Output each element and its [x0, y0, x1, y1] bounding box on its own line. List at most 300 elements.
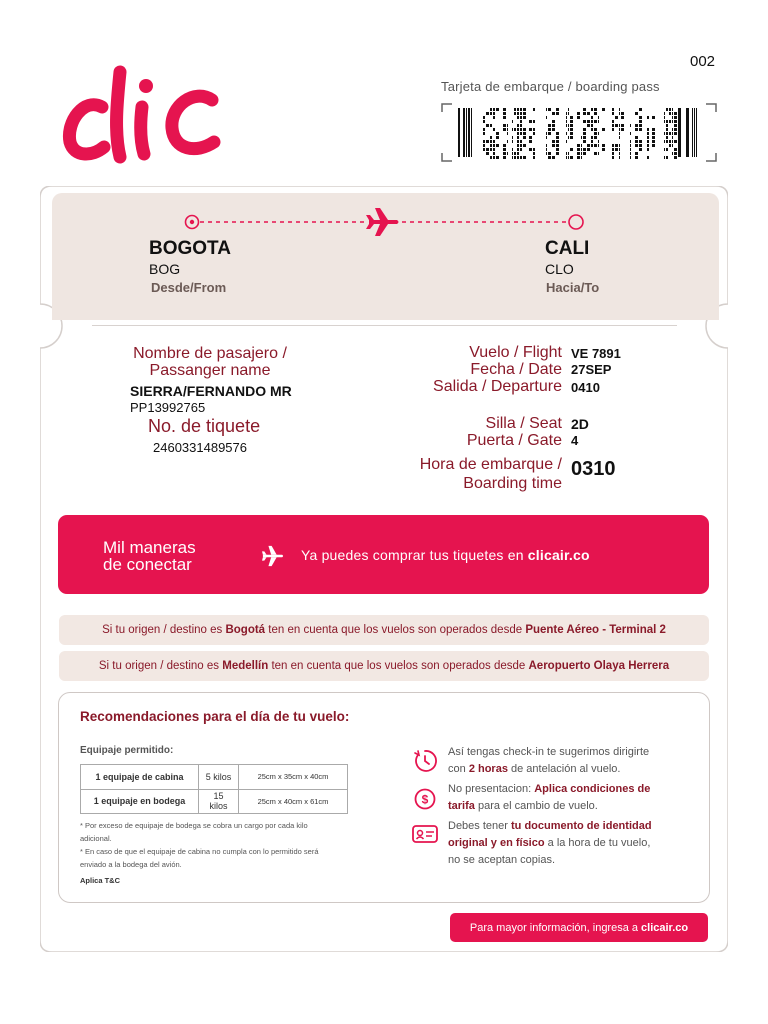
- barcode-module: [529, 148, 532, 151]
- barcode-module: [546, 136, 547, 139]
- barcode-module: [647, 128, 649, 131]
- barcode-module: [672, 128, 673, 131]
- barcode-module: [514, 108, 516, 111]
- barcode-module: [674, 128, 677, 131]
- barcode-module: [507, 132, 508, 135]
- barcode-module: [566, 124, 567, 127]
- barcode-module: [570, 120, 573, 123]
- barcode-module: [566, 152, 567, 155]
- barcode-module: [556, 136, 559, 139]
- barcode-module: [672, 108, 673, 111]
- barcode-module: [652, 144, 655, 147]
- barcode-module: [533, 132, 535, 135]
- barcode-module: [612, 144, 614, 147]
- gate-label: Puerta / Gate: [466, 432, 562, 449]
- barcode-module: [591, 136, 593, 139]
- ticket-number: 2460331489576: [153, 440, 247, 455]
- barcode-module: [598, 140, 599, 143]
- barcode-module: [619, 152, 620, 155]
- barcode-module: [583, 148, 586, 151]
- barcode-module: [672, 144, 673, 147]
- barcode-module: [672, 112, 673, 115]
- passenger-name-label: Nombre de pasajero / Passanger name: [133, 345, 287, 379]
- barcode-module: [669, 108, 671, 111]
- barcode-module: [503, 152, 506, 155]
- barcode-module: [566, 156, 567, 159]
- barcode-module: [583, 136, 586, 139]
- luggage-note-2: * En caso de que el equipaje de cabina no cumpla con lo permitido será enviado a la bodega del avión.: [80, 847, 319, 869]
- more-info-button[interactable]: Para mayor información, ingresa a clicair.co: [450, 913, 708, 942]
- barcode-module: [556, 112, 559, 115]
- barcode-module: [548, 156, 551, 159]
- barcode-module: [490, 144, 492, 147]
- barcode-module: [619, 156, 620, 159]
- barcode-module: [503, 148, 506, 151]
- barcode-module: [568, 128, 569, 131]
- barcode-module: [552, 124, 555, 127]
- barcode-module: [520, 108, 522, 111]
- barcode-module: [570, 128, 573, 131]
- barcode-module: [517, 136, 519, 139]
- barcode-module: [639, 148, 642, 151]
- barcode-module: [556, 108, 559, 111]
- barcode-module: [548, 108, 551, 111]
- barcode-module: [612, 128, 614, 131]
- barcode-module: [520, 112, 522, 115]
- promo-link[interactable]: clicair.co: [527, 547, 590, 563]
- barcode-module: [507, 124, 508, 127]
- barcode-module: [619, 124, 620, 127]
- barcode-module: [523, 144, 526, 147]
- barcode-module: [523, 116, 526, 119]
- barcode-module: [666, 128, 668, 131]
- barcode-module: [674, 112, 677, 115]
- barcode-module: [490, 148, 492, 151]
- barcode-module: [587, 120, 590, 123]
- barcode-module: [514, 152, 516, 155]
- barcode-module: [520, 156, 522, 159]
- barcode-module: [664, 156, 665, 159]
- barcode-module: [556, 152, 559, 155]
- flight-label: Vuelo / Flight: [469, 344, 562, 361]
- barcode-module: [568, 152, 569, 155]
- barcode-module: [496, 136, 499, 139]
- barcode-module: [615, 148, 618, 151]
- barcode-module: [591, 140, 593, 143]
- barcode-module: [566, 116, 567, 119]
- barcode-module: [647, 116, 649, 119]
- barcode-module: [594, 108, 597, 111]
- barcode-module: [591, 120, 593, 123]
- document-number: 002: [690, 53, 716, 70]
- clic-logo: [62, 62, 227, 172]
- barcode-module: [674, 140, 677, 143]
- barcode-module: [587, 144, 590, 147]
- barcode-module: [630, 148, 631, 151]
- barcode-module: [669, 132, 671, 135]
- promo-title: Mil maneras de conectar: [103, 538, 196, 574]
- boarding-time-label: Hora de embarque / Boarding time: [419, 456, 562, 492]
- flight-value: VE 7891: [571, 346, 621, 361]
- barcode-module: [652, 128, 655, 131]
- barcode-module: [496, 156, 499, 159]
- barcode-module: [598, 152, 599, 155]
- barcode-module: [483, 116, 485, 119]
- barcode-module: [552, 140, 555, 143]
- barcode-module: [517, 140, 519, 143]
- barcode-module: [587, 112, 590, 115]
- barcode-module: [483, 120, 485, 123]
- barcode-module: [619, 128, 620, 131]
- origin-city: BOGOTA: [149, 238, 231, 259]
- barcode-bar: [468, 108, 470, 157]
- barcode-module: [591, 108, 593, 111]
- barcode-module: [493, 128, 495, 131]
- barcode-module: [520, 148, 522, 151]
- seat-label: Silla / Seat: [485, 415, 562, 432]
- barcode-module: [664, 112, 665, 115]
- barcode-module: [635, 124, 638, 127]
- barcode-bar: [463, 108, 465, 157]
- barcode-module: [619, 112, 620, 115]
- luggage-title: Equipaje permitido:: [80, 745, 174, 756]
- barcode-module: [577, 112, 580, 115]
- barcode-module: [566, 120, 567, 123]
- barcode-module: [507, 140, 508, 143]
- barcode-module: [493, 156, 495, 159]
- barcode-module: [635, 152, 638, 155]
- barcode-module: [652, 132, 655, 135]
- barcode-module: [523, 136, 526, 139]
- barcode-module: [647, 148, 649, 151]
- route-line: [180, 208, 590, 238]
- barcode-module: [514, 112, 516, 115]
- gate-value: 4: [571, 433, 579, 448]
- barcode-module: [556, 132, 559, 135]
- barcode-module: [566, 132, 567, 135]
- barcode-module: [512, 120, 513, 123]
- barcode-module: [548, 132, 551, 135]
- luggage-note-1: * Por exceso de equipaje de bodega se cobra un cargo por cada kilo adicional.: [80, 821, 308, 843]
- barcode-module: [490, 140, 492, 143]
- barcode-module: [630, 132, 631, 135]
- barcode-module: [664, 120, 665, 123]
- barcode-module: [591, 116, 593, 119]
- barcode-module: [486, 148, 489, 151]
- barcode-module: [619, 108, 620, 111]
- barcode-module: [503, 124, 506, 127]
- barcode-module: [490, 108, 492, 111]
- barcode-module: [507, 128, 508, 131]
- barcode-module: [517, 124, 519, 127]
- barcode-module: [523, 108, 526, 111]
- barcode-module: [512, 148, 513, 151]
- barcode-module: [598, 116, 599, 119]
- barcode-module: [483, 148, 485, 151]
- barcode-module: [666, 124, 668, 127]
- barcode-module: [652, 140, 655, 143]
- tip-no-show: No presentacion: Aplica condiciones de tarifa para el cambio de vuelo.: [448, 783, 651, 812]
- barcode-module: [619, 136, 620, 139]
- barcode-module: [570, 124, 573, 127]
- barcode-module: [514, 156, 516, 159]
- barcode-module: [568, 136, 569, 139]
- barcode-module: [635, 112, 638, 115]
- barcode-module: [674, 148, 677, 151]
- barcode-module: [533, 128, 535, 131]
- barcode-module: [602, 144, 605, 147]
- barcode-module: [520, 120, 522, 123]
- barcode-module: [577, 152, 580, 155]
- origin-code: BOG: [149, 261, 181, 277]
- barcode-module: [496, 144, 499, 147]
- barcode-module: [581, 156, 582, 159]
- date-label: Fecha / Date: [470, 361, 562, 378]
- barcode-module: [546, 144, 547, 147]
- barcode-module: [639, 124, 642, 127]
- barcode-module: [514, 128, 516, 131]
- barcode-module: [669, 140, 671, 143]
- barcode-module: [621, 128, 624, 131]
- barcode-module: [674, 132, 677, 135]
- barcode-module: [587, 148, 590, 151]
- terms-label: Aplica T&C: [80, 876, 121, 885]
- barcode-module: [493, 140, 495, 143]
- barcode-module: [635, 136, 638, 139]
- barcode-module: [612, 108, 614, 111]
- tip-id-document: Debes tener tu documento de identidad original y en físico a la hora de tu vuelo, no se aceptan copias.: [448, 820, 652, 866]
- barcode-module: [486, 112, 489, 115]
- table-row: 1 equipaje de cabina 5 kilos 25cm x 35cm x 40cm: [81, 765, 348, 790]
- barcode-module: [517, 144, 519, 147]
- departure-label: Salida / Departure: [433, 378, 562, 395]
- barcode-bar: [466, 108, 467, 157]
- barcode-module: [512, 140, 513, 143]
- passenger-name: SIERRA/FERNANDO MR: [130, 383, 292, 399]
- barcode-module: [556, 144, 559, 147]
- barcode-bar: [458, 108, 460, 157]
- barcode-module: [621, 116, 624, 119]
- barcode-module: [570, 156, 573, 159]
- barcode-module: [647, 144, 649, 147]
- barcode-bar: [694, 108, 695, 157]
- barcode-module: [546, 148, 547, 151]
- barcode-module: [523, 132, 526, 135]
- barcode-module: [635, 140, 638, 143]
- barcode-module: [591, 124, 593, 127]
- barcode-module: [490, 136, 492, 139]
- plane-icon: [366, 208, 399, 236]
- barcode-module: [568, 124, 569, 127]
- barcode-module: [666, 140, 668, 143]
- barcode-module: [529, 120, 532, 123]
- barcode-module: [577, 148, 580, 151]
- barcode-module: [621, 112, 624, 115]
- barcode-module: [552, 156, 555, 159]
- barcode-module: [598, 144, 599, 147]
- barcode-module: [556, 140, 559, 143]
- destination-label: Hacia/To: [546, 280, 600, 295]
- barcode-module: [666, 156, 668, 159]
- barcode-module: [635, 128, 638, 131]
- barcode-module: [512, 136, 513, 139]
- barcode-module: [533, 156, 535, 159]
- barcode-module: [568, 108, 569, 111]
- barcode-module: [490, 156, 492, 159]
- barcode-module: [612, 120, 614, 123]
- barcode-module: [639, 144, 642, 147]
- dollar-icon: [413, 787, 437, 811]
- ticket-number-label: No. de tiquete: [148, 416, 261, 436]
- barcode-module: [591, 128, 593, 131]
- barcode-module: [602, 128, 605, 131]
- barcode-module: [647, 156, 649, 159]
- barcode-module: [619, 148, 620, 151]
- barcode-module: [523, 112, 526, 115]
- barcode-module: [602, 148, 605, 151]
- barcode-module: [639, 120, 642, 123]
- barcode-module: [493, 148, 495, 151]
- barcode-module: [512, 128, 513, 131]
- barcode-module: [594, 152, 597, 155]
- barcode-module: [548, 152, 551, 155]
- table-row: 1 equipaje en bodega 15 kilos 25cm x 40cm x 61cm: [81, 789, 348, 814]
- barcode-module: [546, 116, 547, 119]
- barcode-module: [507, 152, 508, 155]
- barcode-module: [566, 140, 567, 143]
- barcode-module: [577, 144, 580, 147]
- barcode-module: [666, 120, 668, 123]
- barcode-module: [583, 152, 586, 155]
- passenger-document: PP13992765: [130, 400, 206, 415]
- barcode-module: [523, 156, 526, 159]
- barcode-module: [517, 156, 519, 159]
- barcode-module: [664, 132, 665, 135]
- barcode-module: [672, 136, 673, 139]
- barcode-module: [635, 144, 638, 147]
- barcode-module: [630, 140, 631, 143]
- barcode-module: [639, 116, 642, 119]
- barcode-module: [503, 112, 506, 115]
- barcode-module: [639, 108, 642, 111]
- barcode-module: [594, 120, 597, 123]
- barcode-module: [630, 144, 631, 147]
- barcode-module: [666, 108, 668, 111]
- divider: [92, 325, 677, 326]
- svg-text:$: $: [421, 792, 429, 807]
- barcode-module: [496, 132, 499, 135]
- barcode-module: [552, 128, 555, 131]
- barcode-module: [517, 116, 519, 119]
- barcode-module: [647, 140, 649, 143]
- destination-city: CALI: [545, 238, 590, 259]
- barcode-module: [652, 116, 655, 119]
- barcode-module: [630, 152, 631, 155]
- barcode-module: [666, 136, 668, 139]
- barcode-module: [520, 132, 522, 135]
- barcode-module: [639, 140, 642, 143]
- boarding-pass-label: Tarjeta de embarque / boarding pass: [441, 79, 660, 94]
- barcode-module: [647, 136, 649, 139]
- barcode-module: [570, 148, 573, 151]
- barcode-module: [533, 152, 535, 155]
- barcode-module: [594, 144, 597, 147]
- barcode-module: [583, 108, 586, 111]
- barcode-module: [594, 132, 597, 135]
- barcode-module: [672, 152, 673, 155]
- barcode-module: [503, 128, 506, 131]
- barcode-module: [615, 144, 618, 147]
- barcode-module: [594, 128, 597, 131]
- barcode-module: [493, 108, 495, 111]
- id-card-icon: [411, 822, 439, 846]
- barcode-module: [570, 136, 573, 139]
- barcode-module: [619, 144, 620, 147]
- barcode-module: [581, 144, 582, 147]
- barcode-module: [552, 144, 555, 147]
- barcode-module: [493, 112, 495, 115]
- barcode-module: [583, 112, 586, 115]
- barcode-module: [583, 132, 586, 135]
- luggage-table: [80, 764, 348, 814]
- barcode-module: [490, 112, 492, 115]
- barcode-module: [577, 116, 580, 119]
- barcode-module: [523, 128, 526, 131]
- boarding-time-value: 0310: [571, 458, 616, 480]
- barcode-module: [674, 152, 677, 155]
- barcode-module: [587, 124, 590, 127]
- barcode-module: [674, 124, 677, 127]
- barcode-module: [583, 128, 586, 131]
- barcode-bar: [696, 108, 697, 157]
- barcode-module: [664, 148, 665, 151]
- plane-icon: [262, 545, 284, 567]
- barcode-module: [674, 156, 677, 159]
- barcode-module: [672, 140, 673, 143]
- barcode-module: [490, 124, 492, 127]
- barcode-bar: [692, 108, 693, 157]
- barcode-module: [647, 132, 649, 135]
- barcode-module: [556, 148, 559, 151]
- barcode-module: [552, 112, 555, 115]
- barcode-module: [635, 156, 638, 159]
- notice-medellin: Si tu origen / destino es Medellín ten en cuenta que los vuelos son operados desde Aeropuerto Olaya Herrera: [59, 651, 709, 681]
- barcode-module: [512, 152, 513, 155]
- barcode-module: [672, 116, 673, 119]
- barcode-module: [612, 148, 614, 151]
- barcode-module: [674, 116, 677, 119]
- barcode-module: [546, 132, 547, 135]
- recommendations-title: Recomendaciones para el día de tu vuelo:: [80, 709, 350, 724]
- departure-value: 0410: [571, 380, 600, 395]
- barcode-module: [612, 124, 614, 127]
- barcode-module: [517, 128, 519, 131]
- seat-value: 2D: [571, 416, 589, 432]
- barcode-module: [548, 124, 551, 127]
- barcode-module: [568, 156, 569, 159]
- barcode-module: [666, 148, 668, 151]
- barcode-module: [493, 152, 495, 155]
- barcode-module: [598, 132, 599, 135]
- barcode-bar: [686, 108, 689, 157]
- barcode-module: [520, 116, 522, 119]
- barcode-module: [669, 144, 671, 147]
- barcode-module: [583, 140, 586, 143]
- barcode-module: [630, 124, 631, 127]
- barcode-module: [529, 140, 532, 143]
- barcode-module: [598, 120, 599, 123]
- barcode-module: [669, 120, 671, 123]
